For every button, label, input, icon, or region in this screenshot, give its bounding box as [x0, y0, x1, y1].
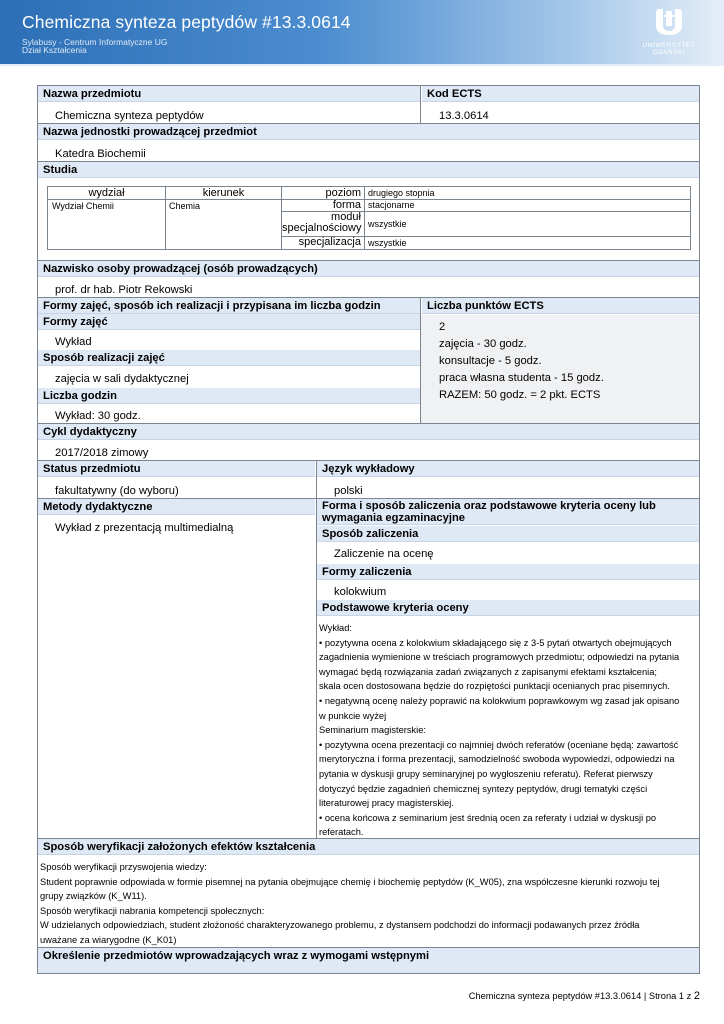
- cycle-value: 2017/2018 zimowy: [55, 447, 149, 459]
- studies-faculty-value: Wydział Chemii: [52, 201, 114, 211]
- criteria-line: referatach.: [319, 827, 364, 838]
- ects-summary: RAZEM: 50 godz. = 2 pkt. ECTS: [439, 389, 601, 401]
- language-value: polski: [334, 485, 363, 497]
- unit-value: Katedra Biochemii: [55, 148, 146, 160]
- studies-col-faculty: wydział: [88, 187, 125, 199]
- criteria-line: w punkcie wyżej: [319, 710, 387, 721]
- hours-label: Liczba godzin: [38, 388, 420, 404]
- ects-self-study-hours: praca własna studenta - 15 godz.: [439, 372, 604, 384]
- lecturer-label: Nazwisko osoby prowadzącej (osób prowadzących): [38, 261, 699, 277]
- studies-module-value: wszystkie: [368, 219, 407, 229]
- hours-value: Wykład: 30 godz.: [55, 410, 141, 422]
- header-subtitle: Sylabusy - Centrum Informatyczne UG: [22, 37, 168, 47]
- ects-points-breakdown: [439, 319, 697, 404]
- assessment-method-label: Sposób zaliczenia: [317, 526, 699, 542]
- verification-line: W udzielanych odpowiedziach, student złożoność charakteryzowanego problemu, z dystansem podchodzi do informacji podawanych przez źródła: [40, 920, 640, 931]
- lecturer-value: prof. dr hab. Piotr Rekowski: [55, 284, 193, 296]
- studies-level-label: poziom: [325, 187, 361, 199]
- assessment-method-value: Zaliczenie na ocenę: [334, 548, 434, 560]
- criteria-line: skala ocen dostosowana będzie do rozpiętości punktacji ocenianych prac pisemnych.: [319, 681, 670, 692]
- verification-text: [38, 860, 699, 948]
- studies-col-field: kierunek: [202, 187, 245, 199]
- delivery-method-label: Sposób realizacji zajęć: [38, 350, 420, 366]
- unit-label: Nazwa jednostki prowadzącej przedmiot: [38, 124, 699, 140]
- assessment-label-line1: Forma i sposób zaliczenia oraz podstawowe kryteria oceny lub: [322, 500, 656, 512]
- studies-form-label: forma: [332, 199, 361, 211]
- criteria-line: • pozytywna ocena prezentacji co najmniej dwóch referatów (oceniane będą: zawartość: [319, 739, 679, 750]
- criteria-line: • negatywną ocenę należy poprawić na kolokwium poprawkowym wg zasad jak opisano: [319, 695, 680, 706]
- studies-level-value: drugiego stopnia: [368, 188, 435, 198]
- teaching-methods-value: Wykład z prezentacją multimedialną: [55, 522, 234, 534]
- cycle-label: Cykl dydaktyczny: [38, 424, 699, 440]
- teaching-methods-label: Metody dydaktyczne: [38, 499, 315, 515]
- studies-form-value: stacjonarne: [368, 200, 415, 210]
- header-banner: [0, 0, 724, 66]
- ects-points-total: 2: [439, 321, 446, 333]
- studies-module-label-line1: moduł: [331, 211, 361, 223]
- verification-line: Sposób weryfikacji przyswojenia wiedzy:: [40, 862, 207, 872]
- criteria-line: • ocena końcowa z seminarium jest średnią ocen za referaty i udział w dyskusji po: [319, 812, 657, 823]
- university-logo: [626, 7, 712, 56]
- page-footer: [469, 990, 700, 1002]
- verification-line: Sposób weryfikacji nabrania kompetencji społecznych:: [40, 905, 265, 916]
- studies-module-label: [282, 212, 364, 234]
- criteria-line: • pozytywna ocena z kolokwium składającego się z 3-5 pytań otwartych obejmujących: [319, 637, 672, 648]
- studies-specialization-value: wszystkie: [368, 238, 407, 248]
- prerequisites-label: Określenie przedmiotów wprowadzających wraz z wymogami wstępnymi: [38, 948, 699, 973]
- studies-specialization-label: specjalizacja: [298, 236, 361, 248]
- ects-code-value: 13.3.0614: [439, 110, 489, 122]
- criteria-line: wymagać będą rozwiązania zadań związanych z zapisanymi efektami kształcenia;: [319, 666, 657, 677]
- classes-label: Formy zajęć, sposób ich realizacji i przypisana im liczba godzin: [38, 298, 420, 314]
- page-title: Chemiczna synteza peptydów #13.3.0614: [22, 12, 351, 32]
- criteria-line: pytania w dyskusji grupy seminaryjnej po wygłoszeniu referatu). Referat pierwszy: [319, 768, 653, 779]
- ects-points-label: Liczba punktów ECTS: [422, 298, 699, 314]
- verification-line: uważane za wiarygodne (K_K01): [40, 934, 177, 945]
- syllabus-document: [37, 85, 700, 974]
- header-subtitle-department: Dział Kształcenia: [22, 45, 87, 55]
- criteria-line: Seminarium magisterskie:: [319, 725, 426, 736]
- university-crest-icon: [653, 7, 685, 37]
- footer-text: Chemiczna synteza peptydów #13.3.0614 | Strona 1 z: [468, 991, 692, 1001]
- verification-label: Sposób weryfikacji założonych efektów kształcenia: [38, 839, 699, 855]
- studies-table: [47, 186, 691, 250]
- criteria-line: merytoryczna i forma prezentacji, samodzielność swoboda wypowiedzi, odpowiedzi na: [319, 754, 675, 765]
- criteria-line: zagadnienia wymienione w treściach programowych przedmiotu; odpowiedzi na pytania: [319, 652, 680, 663]
- assessment-forms-value: kolokwium: [334, 586, 387, 598]
- assessment-forms-label: Formy zaliczenia: [317, 564, 699, 580]
- studies-label: Studia: [38, 162, 699, 178]
- course-name-label: Nazwa przedmiotu: [38, 86, 420, 102]
- verification-line: Student poprawnie odpowiada w formie pisemnej na pytania obejmujące chemię i biochemię peptydów (K_W05), zna współczesne kierunki rozwoju tej: [40, 876, 660, 887]
- criteria-text: [317, 621, 699, 840]
- assessment-label: [317, 499, 699, 525]
- class-forms-value: Wykład: [55, 336, 92, 348]
- criteria-line: literaturowej pracy magisterskiej.: [319, 798, 454, 809]
- logo-text: UNIWERSYTET GDAŃSKI: [642, 42, 696, 56]
- criteria-line: Wykład:: [319, 623, 352, 633]
- course-name-value: Chemiczna synteza peptydów: [55, 110, 204, 122]
- verification-line: grupy związków (K_W11).: [40, 891, 147, 902]
- class-forms-label: Formy zajęć: [38, 314, 420, 330]
- delivery-method-value: zajęcia w sali dydaktycznej: [55, 373, 189, 385]
- criteria-label: Podstawowe kryteria oceny: [317, 600, 699, 616]
- criteria-line: dotyczyć będzie zagadnień chemicznej syntezy peptydów, drugi tematyki części: [319, 783, 648, 794]
- status-value: fakultatywny (do wyboru): [55, 485, 179, 497]
- ects-code-label: Kod ECTS: [422, 86, 699, 102]
- assessment-label-line2: wymagania egzaminacyjne: [322, 511, 466, 524]
- ects-consultation-hours: konsultacje - 5 godz.: [439, 355, 542, 367]
- studies-field-value: Chemia: [169, 201, 201, 211]
- ects-classes-hours: zajęcia - 30 godz.: [439, 338, 527, 350]
- language-label: Język wykładowy: [317, 461, 699, 477]
- status-label: Status przedmiotu: [38, 461, 315, 477]
- studies-module-label-line2: specjalnościowy: [282, 222, 362, 234]
- footer-page-total: 2: [693, 990, 700, 1002]
